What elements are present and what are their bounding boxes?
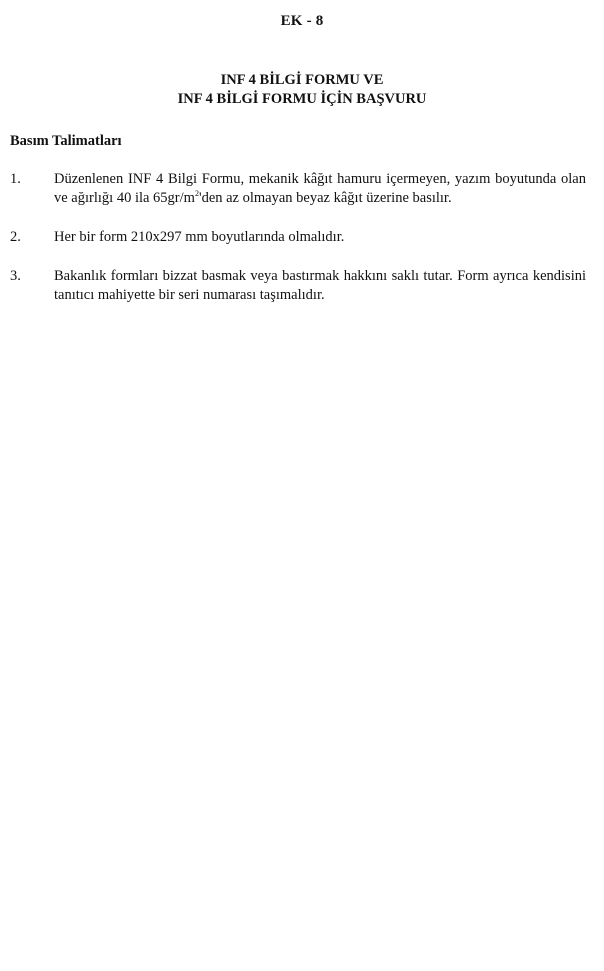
item-text: [54, 170, 586, 208]
list-item: [10, 170, 586, 208]
instruction-list: [10, 170, 586, 325]
item-number: 2.: [10, 229, 21, 245]
item-text: Her bir form 210x297 mm boyutlarında olmalıdır.: [54, 229, 345, 245]
title-line-2: INF 4 BİLGİ FORMU İÇİN BAŞVURU: [177, 91, 427, 107]
item-text: Bakanlık formları bizzat basmak veya bastırmak hakkını saklı tutar. Form ayrıca kendisini tanıtıcı mahiyette bir seri numarası taşımalıdır.: [54, 268, 586, 303]
superscript: 2: [194, 189, 199, 198]
annex-label: EK - 8: [280, 13, 324, 29]
title-line-1: INF 4 BİLGİ FORMU VE: [220, 72, 384, 88]
section-heading: Basım Talimatları: [10, 133, 122, 149]
list-item: [10, 228, 586, 247]
item-number: 3.: [10, 268, 21, 284]
item-number: 1.: [10, 171, 21, 187]
list-item: [10, 267, 586, 305]
item-text-part: Düzenlenen INF 4 Bilgi Formu, mekanik kâğıt hamuru içermeyen, yazım boyutunda olan ve ağırlığı 40 ila 65gr/m: [54, 171, 586, 206]
document-title: [0, 71, 604, 109]
item-text-part: 'den az olmayan beyaz kâğıt üzerine basılır.: [198, 190, 452, 206]
